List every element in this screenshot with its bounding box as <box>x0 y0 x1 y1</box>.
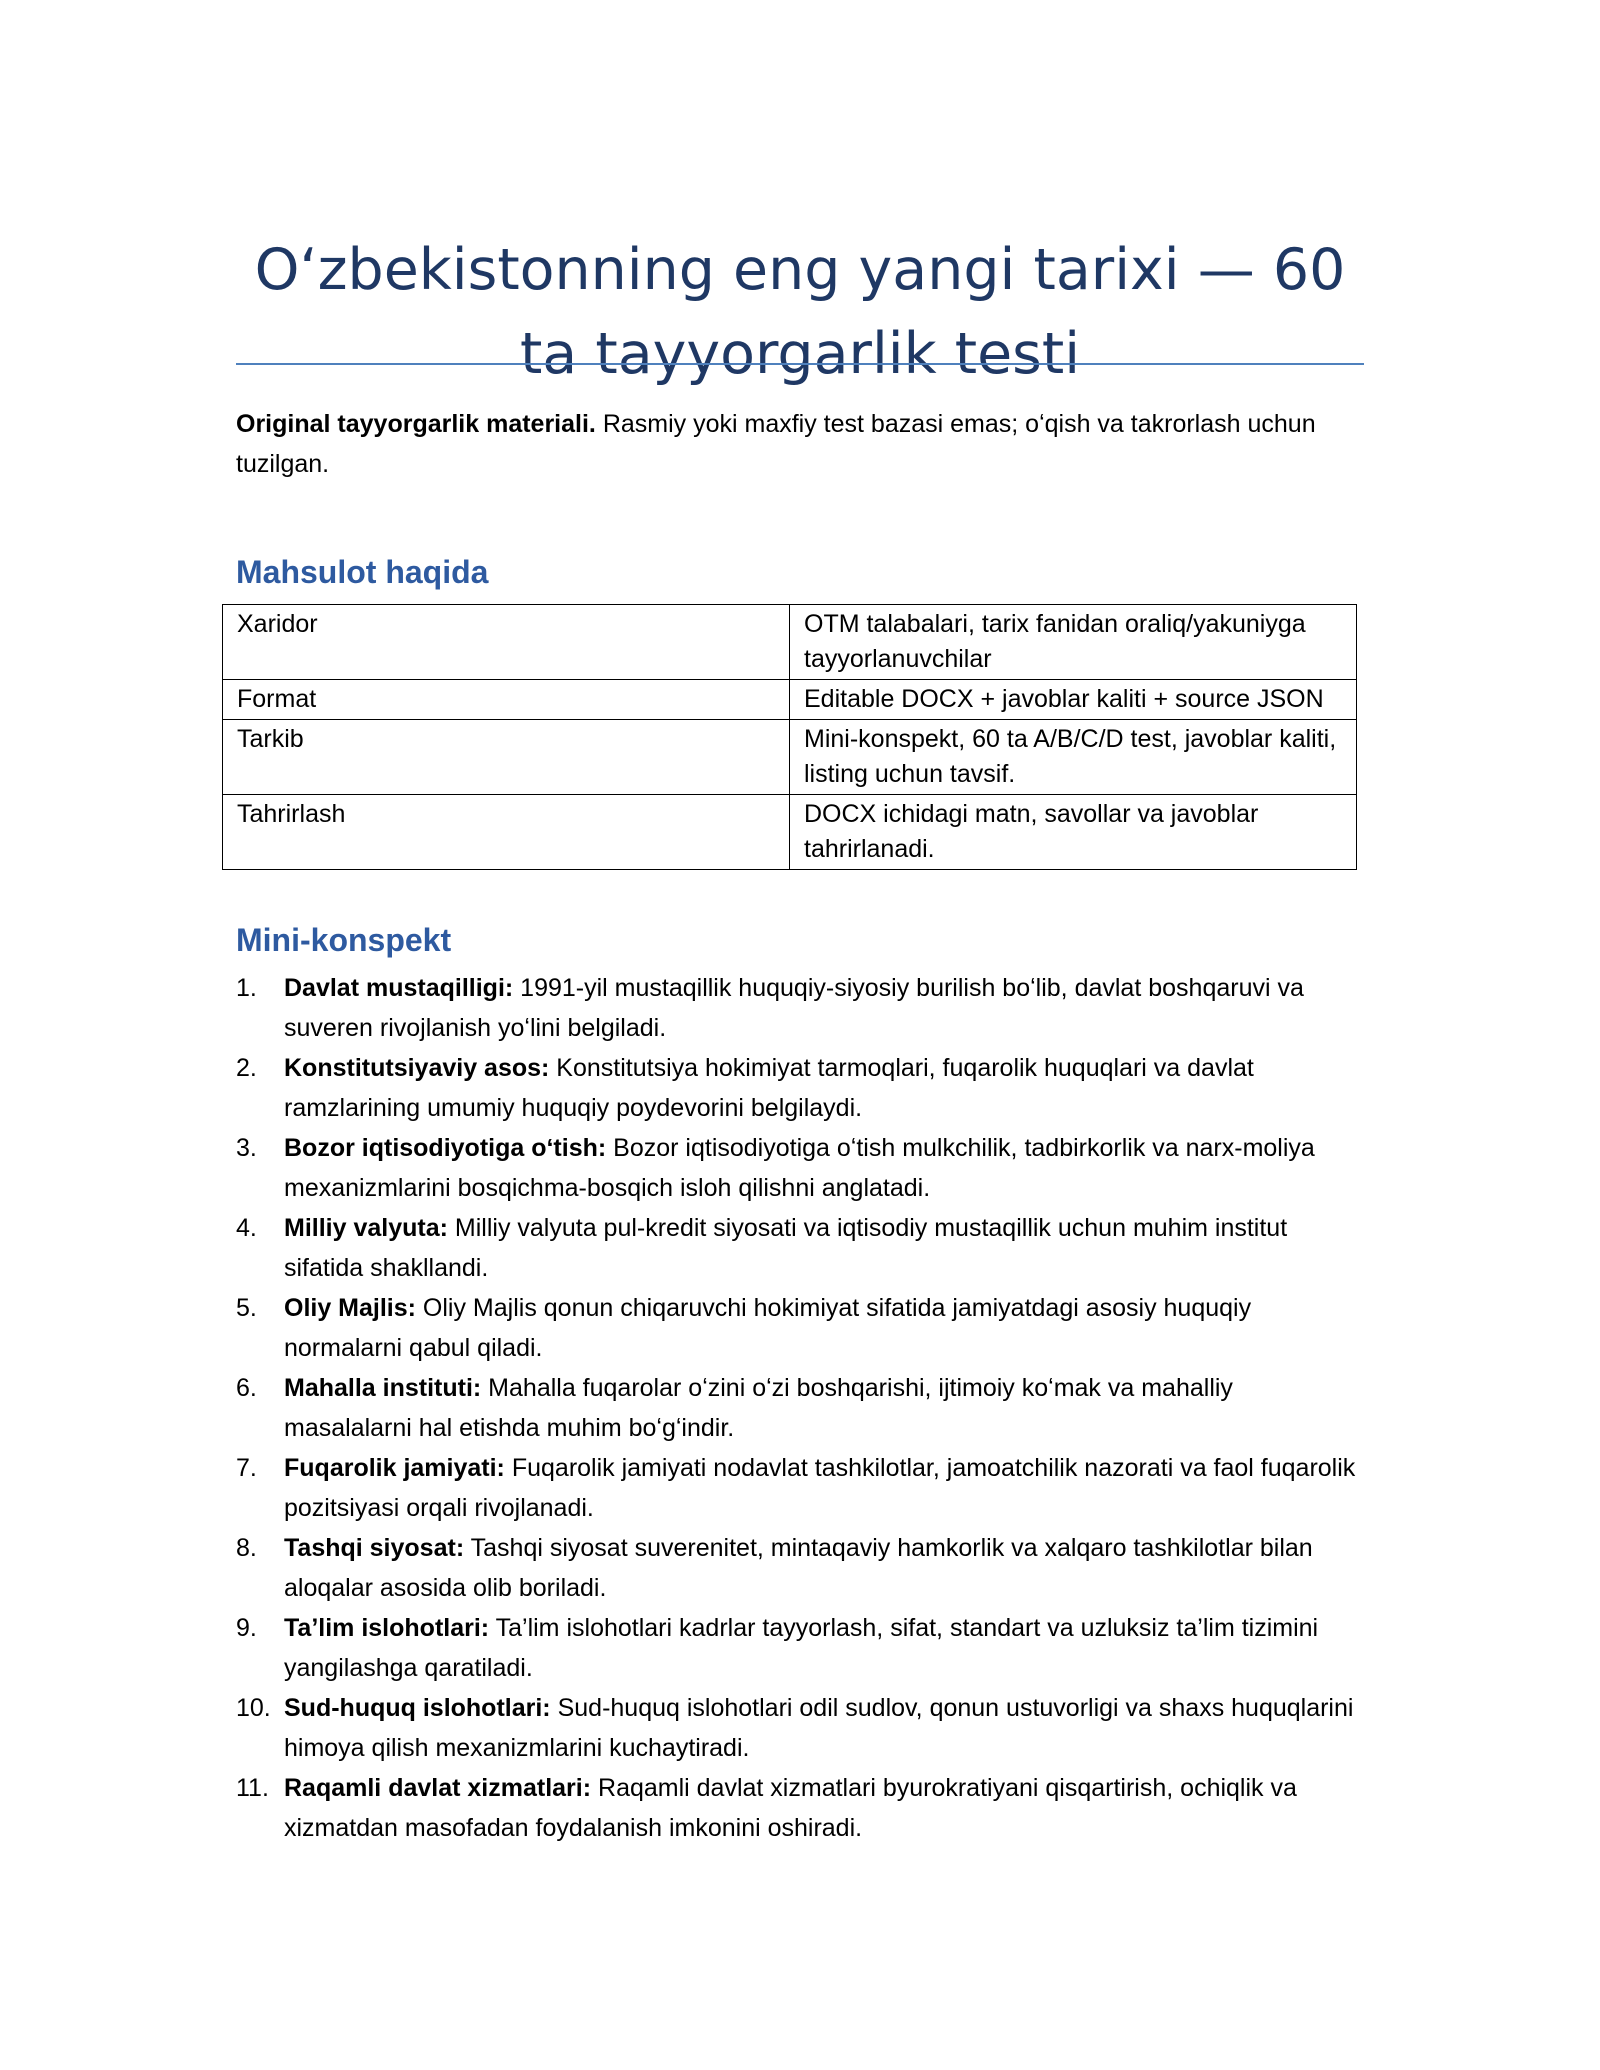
summary-list <box>236 968 1366 1848</box>
list-item-text: Oliy Majlis qonun chiqaruvchi hokimiyat sifatida jamiyatdagi asosiy huquqiy normalarni qabul qiladi. <box>284 1294 1252 1362</box>
list-item-text: Milliy valyuta pul-kredit siyosati va iqtisodiy mustaqillik uchun muhim institut sifatida shakllandi. <box>284 1214 1288 1282</box>
list-item-number: 11. <box>236 1774 269 1802</box>
list-item-term: Bozor iqtisodiyotiga oʻtish: <box>284 1134 607 1162</box>
list-item-number: 4. <box>236 1214 257 1242</box>
product-info-table <box>222 604 1357 870</box>
list-item-text: 1991-yil mustaqillik huquqiy-siyosiy burilish boʻlib, davlat boshqaruvi va suveren rivojlanish yoʻlini belgiladi. <box>284 974 1304 1042</box>
list-item <box>236 1048 1366 1128</box>
list-item <box>236 1608 1366 1688</box>
list-item-text: Mahalla fuqarolar oʻzini oʻzi boshqarishi, ijtimoiy koʻmak va mahalliy masalalarni hal etishda muhim boʻgʻindir. <box>284 1374 1233 1442</box>
list-item-number: 1. <box>236 974 257 1002</box>
summary-heading: Mini-konspekt <box>236 922 452 958</box>
list-item-text: Tashqi siyosat suverenitet, mintaqaviy hamkorlik va xalqaro tashkilotlar bilan aloqalar asosida olib boriladi. <box>284 1534 1313 1602</box>
list-item-text: Konstitutsiya hokimiyat tarmoqlari, fuqarolik huquqlari va davlat ramzlarining umumiy huquqiy poydevorini belgilaydi. <box>284 1054 1254 1122</box>
list-item-number: 3. <box>236 1134 257 1162</box>
list-item <box>236 968 1366 1048</box>
list-item-term: Ta’lim islohotlari: <box>284 1614 490 1642</box>
intro-paragraph <box>236 404 1364 484</box>
list-item <box>236 1528 1366 1608</box>
list-item-text: Fuqarolik jamiyati nodavlat tashkilotlar, jamoatchilik nazorati va faol fuqarolik pozitsiyasi orqali rivojlanadi. <box>284 1454 1356 1522</box>
table-row <box>223 605 1357 680</box>
list-item-term: Oliy Majlis: <box>284 1294 416 1322</box>
list-item-number: 7. <box>236 1454 257 1482</box>
list-item-term: Tashqi siyosat: <box>284 1534 465 1562</box>
table-cell-value: Editable DOCX + javoblar kaliti + source JSON <box>790 680 1357 720</box>
table-cell-key: Xaridor <box>223 605 790 680</box>
list-item-term: Fuqarolik jamiyati: <box>284 1454 505 1482</box>
title-divider <box>236 363 1364 365</box>
list-item <box>236 1768 1366 1848</box>
list-item-term: Davlat mustaqilligi: <box>284 974 514 1002</box>
list-item-text: Raqamli davlat xizmatlari byurokratiyani qisqartirish, ochiqlik va xizmatdan masofadan foydalanish imkonini oshiradi. <box>284 1774 1297 1842</box>
list-item <box>236 1368 1366 1448</box>
table-cell-key: Tahrirlash <box>223 795 790 870</box>
list-item-number: 8. <box>236 1534 257 1562</box>
table-cell-key: Tarkib <box>223 720 790 795</box>
list-item <box>236 1208 1366 1288</box>
product-heading: Mahsulot haqida <box>236 554 489 590</box>
list-item-number: 9. <box>236 1614 257 1642</box>
table-row <box>223 720 1357 795</box>
list-item-text: Bozor iqtisodiyotiga oʻtish mulkchilik, tadbirkorlik va narx-moliya mexanizmlarini bosqichma-bosqich isloh qilishni anglatadi. <box>284 1134 1315 1202</box>
table-cell-value: Mini-konspekt, 60 ta A/B/C/D test, javoblar kaliti, listing uchun tavsif. <box>790 720 1357 795</box>
list-item-number: 5. <box>236 1294 257 1322</box>
list-item-term: Konstitutsiyaviy asos: <box>284 1054 550 1082</box>
list-item <box>236 1288 1366 1368</box>
list-item-term: Mahalla instituti: <box>284 1374 482 1402</box>
intro-text: Rasmiy yoki maxfiy test bazasi emas; oʻqish va takrorlash uchun tuzilgan. <box>236 410 1316 478</box>
table-cell-value: DOCX ichidagi matn, savollar va javoblar tahrirlanadi. <box>790 795 1357 870</box>
list-item <box>236 1128 1366 1208</box>
list-item-number: 2. <box>236 1054 257 1082</box>
document-title: Oʻzbekistonning eng yangi tarixi — 60 ta tayyorgarlik testi <box>254 237 1346 388</box>
list-item-number: 10. <box>236 1694 271 1722</box>
list-item <box>236 1448 1366 1528</box>
table-cell-value: OTM talabalari, tarix fanidan oraliq/yakuniyga tayyorlanuvchilar <box>790 605 1357 680</box>
table-cell-key: Format <box>223 680 790 720</box>
list-item-term: Raqamli davlat xizmatlari: <box>284 1774 592 1802</box>
intro-bold: Original tayyorgarlik materiali. <box>236 410 596 438</box>
table-row <box>223 680 1357 720</box>
list-item-term: Milliy valyuta: <box>284 1214 448 1242</box>
table-row <box>223 795 1357 870</box>
list-item <box>236 1688 1366 1768</box>
list-item-term: Sud-huquq islohotlari: <box>284 1694 551 1722</box>
list-item-number: 6. <box>236 1374 257 1402</box>
list-item-text: Sud-huquq islohotlari odil sudlov, qonun ustuvorligi va shaxs huquqlarini himoya qilish mexanizmlarini kuchaytiradi. <box>284 1694 1354 1762</box>
list-item-text: Ta’lim islohotlari kadrlar tayyorlash, sifat, standart va uzluksiz ta’lim tizimini yangilashga qaratiladi. <box>284 1614 1319 1682</box>
